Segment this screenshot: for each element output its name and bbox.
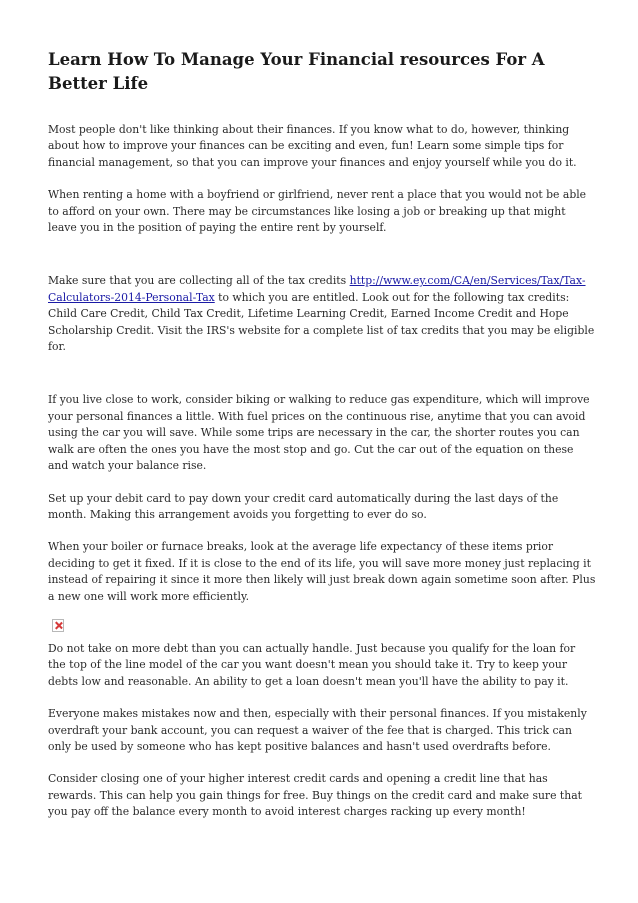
document-page xyxy=(48,48,596,821)
paragraph-tax-credits xyxy=(48,273,596,355)
paragraph-credit-cards: Consider closing one of your higher interest credit cards and opening a credit line that has rewards. This can help you gain things for free. Buy things on the credit card and make sure that you pay off the balance every month to avoid interest charges racking up every month! xyxy=(48,772,582,819)
image-placeholder-row xyxy=(48,615,596,637)
paragraph-mistakes: Everyone makes mistakes now and then, especially with their personal finances. If you mistakenly overdraft your bank account, you can request a waiver of the fee that is charged. This trick can only be used by someone who has kept positive balances and hasn't used overdrafts before. xyxy=(48,707,587,753)
tax-credits-text-end: to which you are entitled. Look out for the following tax credits: Child Care Credit, Child Tax Credit, Lifetime Learning Credit, Earned Income Credit and Hope Scholarship Credit. Visit the IRS's website for a complete list of tax credits that you may be eligible for. xyxy=(48,290,595,354)
paragraph-renting: When renting a home with a boyfriend or girlfriend, never rent a place that you would not be able to afford on your own. There may be circumstances like losing a job or breaking up that might leave you in the position of paying the entire rent by yourself. xyxy=(48,188,587,235)
broken-image-icon xyxy=(52,619,64,632)
tax-credits-text-start: Make sure that you are collecting all of the tax credits xyxy=(48,274,350,288)
paragraph-debit-card: Set up your debit card to pay down your credit card automatically during the last days of the month. Making this arrangement avoids you forgetting to ever do so. xyxy=(48,491,559,521)
paragraph-debt: Do not take on more debt than you can actually handle. Just because you qualify for the loan for the top of the line model of the car you want doesn't mean you should take it. Try to keep your debts low and reasonable. An ability to get a loan doesn't mean you'll have the ability to pay it. xyxy=(48,641,576,688)
article-title: Learn How To Manage Your Financial resources For A Better Life xyxy=(48,50,545,93)
paragraph-boiler: When your boiler or furnace breaks, look at the average life expectancy of these items prior deciding to get it fixed. If it is close to the end of its life, you will save more money just replacing it instead of repairing it since it more then likely will just break down again sometime soon after. Plus a new one will work more efficiently. xyxy=(48,540,596,603)
paragraph-intro: Most people don't like thinking about their finances. If you know what to do, however, thinking about how to improve your finances can be exciting and even, fun! Learn some simple tips for financial management, so that you can improve your finances and enjoy yourself while you do it. xyxy=(48,123,577,169)
tax-calculator-link[interactable]: http://www.ey.com/CA/en/Services/Tax/Tax-Calculators-2014-Personal-Tax xyxy=(48,274,586,304)
paragraph-commute: If you live close to work, consider biking or walking to reduce gas expenditure, which will improve your personal finances a little. With fuel prices on the continuous rise, anytime that you can avoid using the car you will save. While some trips are necessary in the car, the shorter routes you can walk are often the ones you have the most stop and go. Cut the car out of the equation on these and watch your balance rise. xyxy=(48,393,590,473)
